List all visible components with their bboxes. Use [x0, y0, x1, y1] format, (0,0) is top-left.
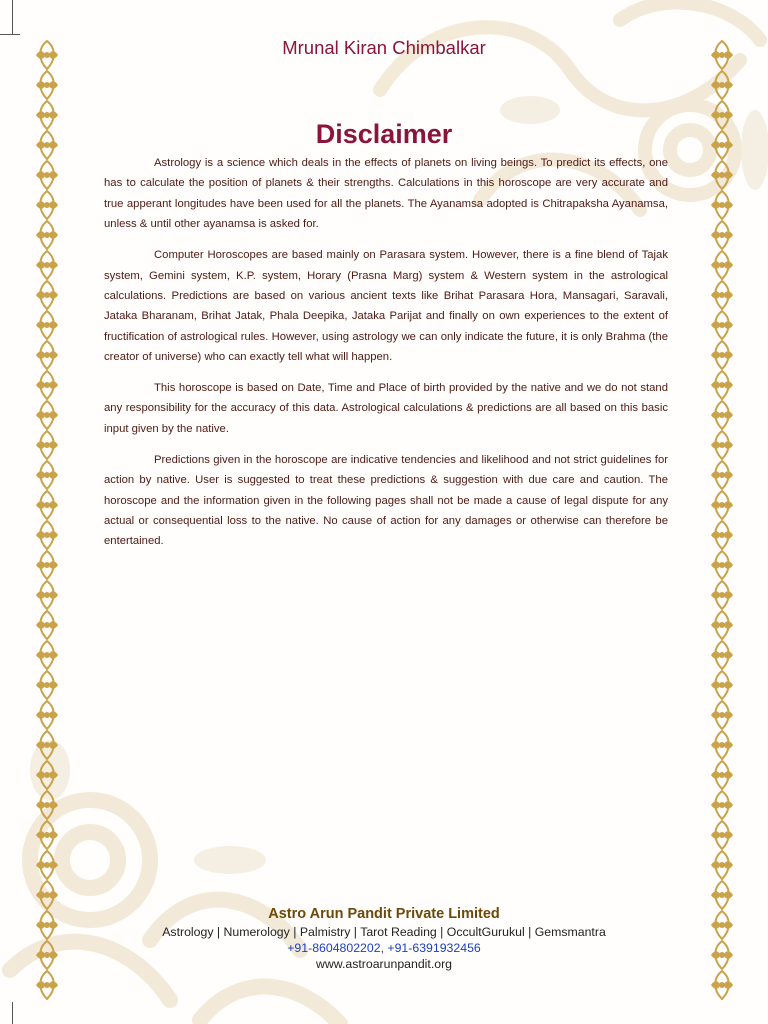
website-link[interactable]: www.astroarunpandit.org	[315, 957, 453, 971]
paisley-motif	[711, 851, 733, 879]
paisley-motif	[711, 611, 733, 639]
phone-numbers[interactable]: +91-8604802202, +91-6391932456	[287, 941, 481, 955]
crop-mark-top-left-h	[0, 34, 20, 35]
disclaimer-body	[104, 153, 668, 562]
paisley-motif	[36, 221, 58, 249]
paisley-motif	[711, 791, 733, 819]
paisley-motif	[711, 311, 733, 339]
company-name: Astro Arun Pandit Private Limited	[268, 906, 500, 922]
paisley-motif	[36, 731, 58, 759]
paisley-motif	[36, 851, 58, 879]
paisley-motif	[36, 641, 58, 669]
paisley-motif	[36, 401, 58, 429]
paisley-motif	[711, 641, 733, 669]
paisley-motif	[711, 731, 733, 759]
paisley-motif	[711, 491, 733, 519]
paisley-motif	[711, 401, 733, 429]
paisley-motif	[711, 221, 733, 249]
paisley-motif	[36, 821, 58, 849]
paisley-motif	[711, 521, 733, 549]
paisley-motif	[36, 341, 58, 369]
paisley-motif	[711, 341, 733, 369]
paisley-motif	[36, 431, 58, 459]
paisley-motif	[711, 821, 733, 849]
paisley-motif	[36, 791, 58, 819]
paisley-motif	[711, 71, 733, 99]
paisley-motif	[36, 491, 58, 519]
crop-mark-bottom-left-v	[12, 1002, 13, 1024]
paisley-motif-strip-left	[34, 40, 60, 1000]
paisley-motif	[36, 71, 58, 99]
paisley-motif	[36, 191, 58, 219]
paisley-motif	[36, 521, 58, 549]
paisley-motif	[711, 461, 733, 489]
paisley-motif	[36, 161, 58, 189]
paisley-motif	[36, 971, 58, 999]
paisley-motif	[711, 161, 733, 189]
paisley-motif	[36, 551, 58, 579]
paisley-motif-strip-right	[709, 40, 735, 1000]
paisley-motif	[711, 971, 733, 999]
disclaimer-paragraph-2: Computer Horoscopes are based mainly on Parasara system. However, there is a fine blend of Tajak system, Gemini system, K.P. system, Horary (Prasna Marg) system & Western system in the astrological calculations. Predictions are based on various ancient texts like Brihat Parasara Hora, Mansagari, Saravali, Jataka Bharanam, Brihat Jatak, Phala Deepika, Jataka Parijat and finally on own experiences to the extent of fructification of astrological rules. However, using astrology we can only indicate the future, it is only Brahma (the creator of universe) who can exactly tell what will happen.	[104, 249, 668, 364]
disclaimer-paragraph-4: Predictions given in the horoscope are indicative tendencies and likelihood and not strict guidelines for action by native. User is suggested to treat these predictions & suggestion with due care and caution. The horoscope and the information given in the following pages shall not be made a cause of legal dispute for any actual or consequential loss to the native. No cause of action for any damages or otherwise can therefore be entertained.	[104, 453, 668, 548]
paisley-motif	[36, 581, 58, 609]
paisley-motif	[36, 281, 58, 309]
paisley-motif	[711, 191, 733, 219]
paisley-motif	[711, 371, 733, 399]
client-name-header: Mrunal Kiran Chimbalkar	[282, 37, 486, 58]
services-list: Astrology | Numerology | Palmistry | Tarot Reading | OccultGurukul | Gemsmantra	[162, 925, 606, 939]
paisley-motif	[711, 551, 733, 579]
paisley-motif	[711, 581, 733, 609]
disclaimer-paragraph-3: This horoscope is based on Date, Time and Place of birth provided by the native and we do not stand any responsibility for the accuracy of this data. Astrological calculations & predictions are all based on this basic input given by the native.	[104, 382, 668, 435]
paisley-motif	[711, 761, 733, 789]
crop-mark-top-left-v	[12, 0, 13, 34]
paisley-motif	[36, 461, 58, 489]
paisley-motif	[36, 251, 58, 279]
paisley-motif	[711, 701, 733, 729]
gold-paisley-border-right	[709, 40, 735, 1000]
paisley-motif	[711, 251, 733, 279]
footer	[0, 904, 768, 972]
paisley-motif	[711, 671, 733, 699]
paisley-motif	[711, 281, 733, 309]
gold-paisley-border-left	[34, 40, 60, 1000]
paisley-motif	[36, 701, 58, 729]
paisley-motif	[36, 611, 58, 639]
page-title: Disclaimer	[315, 119, 453, 149]
paisley-motif	[36, 671, 58, 699]
paisley-motif	[711, 431, 733, 459]
paisley-motif	[36, 371, 58, 399]
disclaimer-paragraph-1: Astrology is a science which deals in the effects of planets on living beings. To predict its effects, one has to calculate the position of planets & their strengths. Calculations in this horoscope are very accurate and true apperant longitudes have been used for all the planets. The Ayanamsa adopted is Chitrapaksha Ayanamsa, unless & until other ayanamsa is asked for.	[104, 157, 668, 231]
paisley-motif	[36, 311, 58, 339]
paisley-motif	[36, 761, 58, 789]
